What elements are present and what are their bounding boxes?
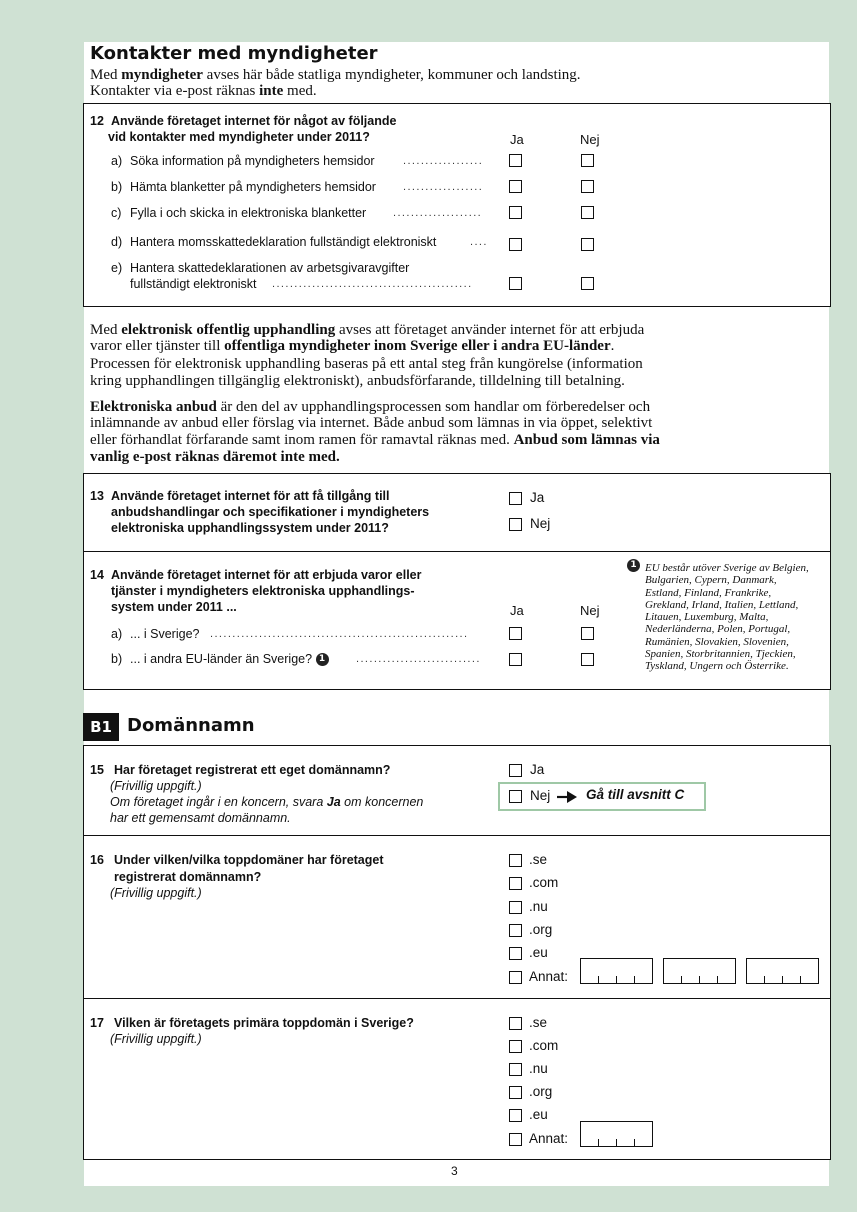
q12-c-letter: c) xyxy=(111,206,122,220)
q12-d-ja-checkbox[interactable] xyxy=(509,238,522,251)
q16-com-checkbox[interactable] xyxy=(509,877,522,890)
q17-org-label: .org xyxy=(529,1084,553,1099)
divider xyxy=(83,998,831,999)
q16-annat-input-1[interactable] xyxy=(580,958,653,984)
q15-note3: har ett gemensamt domännamn. xyxy=(110,811,291,825)
q14-number: 14 xyxy=(90,568,104,582)
q14-a-ja-checkbox[interactable] xyxy=(509,627,522,640)
q13-ja-checkbox[interactable] xyxy=(509,492,522,505)
page-margin-left xyxy=(0,0,84,1212)
eu-note-text: EU består utöver Sverige av Belgien, Bulgarien, Cypern, Danmark, Estland, Finland, Frankrike, Grekland, Irland, Italien, Lettland, Litauen, Luxemburg, Malta, Nederländerna, Polen, Portugal, Rumänien, Slovakien, Slovenien, Spanien, Storbritannien, Tjeckien, Tyskland, Ungern och Österrike. xyxy=(645,562,809,673)
q14-a-text: ... i Sverige? xyxy=(130,627,200,641)
para1-line1: Med elektronisk offentlig upphandling avses att företaget använder internet för att erbjuda xyxy=(90,322,645,338)
q12-col-nej: Nej xyxy=(580,132,600,147)
q15-number: 15 xyxy=(90,763,104,777)
q16-nu-label: .nu xyxy=(529,899,548,914)
para1-line3: Processen för elektronisk upphandling baseras på ett antal steg från kungörelse (information xyxy=(90,356,643,372)
q13-nej-label: Nej xyxy=(530,516,551,531)
section-b1-title: Domännamn xyxy=(127,715,255,736)
q16-se-label: .se xyxy=(529,852,548,867)
q16-org-checkbox[interactable] xyxy=(509,924,522,937)
q16-annat-input-2[interactable] xyxy=(663,958,736,984)
q16-com-label: .com xyxy=(529,875,559,890)
q17-annat-checkbox[interactable] xyxy=(509,1133,522,1146)
q13-nej-checkbox[interactable] xyxy=(509,518,522,531)
q12-d-nej-checkbox[interactable] xyxy=(581,238,594,251)
q12-b-ja-checkbox[interactable] xyxy=(509,180,522,193)
page-margin-bottom xyxy=(0,1186,857,1212)
q16-annat-checkbox[interactable] xyxy=(509,971,522,984)
q13-ja-label: Ja xyxy=(530,490,545,505)
q14-b-nej-checkbox[interactable] xyxy=(581,653,594,666)
q13-text-line3: elektroniska upphandlingssystem under 2011? xyxy=(111,521,389,535)
q16-text-line2: registrerat domännamn? xyxy=(114,870,262,884)
q14-b-text: ... i andra EU-länder än Sverige? 1 xyxy=(130,651,329,667)
q14-col-ja: Ja xyxy=(510,603,524,618)
q16-annat-input-3[interactable] xyxy=(746,958,819,984)
q17-number: 17 xyxy=(90,1016,104,1030)
q16-number: 16 xyxy=(90,853,104,867)
q14-b-ja-checkbox[interactable] xyxy=(509,653,522,666)
q12-a-nej-checkbox[interactable] xyxy=(581,154,594,167)
q17-org-checkbox[interactable] xyxy=(509,1086,522,1099)
q12-e-text-line2: fullständigt elektroniskt xyxy=(130,277,257,291)
q14-text-line2: tjänster i myndigheters elektroniska upphandlings- xyxy=(111,584,415,598)
q12-a-text: Söka information på myndigheters hemsidor xyxy=(130,154,375,168)
q16-nu-checkbox[interactable] xyxy=(509,901,522,914)
q15-note1: (Frivillig uppgift.) xyxy=(110,779,202,793)
q16-annat-label: Annat: xyxy=(529,969,569,984)
section-intro-line1: Med myndigheter avses här både statliga myndigheter, kommuner och landsting. xyxy=(90,67,581,83)
q16-org-label: .org xyxy=(529,922,553,937)
q17-eu-label: .eu xyxy=(529,1107,548,1122)
q17-se-checkbox[interactable] xyxy=(509,1017,522,1030)
leader-dots: .................. xyxy=(403,181,484,193)
footnote-1-icon: 1 xyxy=(627,559,640,572)
footnote-1-icon: 1 xyxy=(316,653,329,666)
q16-eu-label: .eu xyxy=(529,945,548,960)
q13-text-line1: Använde företaget internet för att få tillgång till xyxy=(111,489,390,503)
q12-e-nej-checkbox[interactable] xyxy=(581,277,594,290)
para2-line4: vanlig e-post räknas däremot inte med. xyxy=(90,449,340,465)
q17-eu-checkbox[interactable] xyxy=(509,1109,522,1122)
q15-text: Har företaget registrerat ett eget domännamn? xyxy=(114,763,391,777)
q12-number: 12 xyxy=(90,114,104,128)
divider xyxy=(83,551,831,552)
q12-c-nej-checkbox[interactable] xyxy=(581,206,594,219)
q16-se-checkbox[interactable] xyxy=(509,854,522,867)
q12-d-text: Hantera momsskattedeklaration fullständigt elektroniskt xyxy=(130,235,437,249)
q17-nu-checkbox[interactable] xyxy=(509,1063,522,1076)
section-badge: B1 xyxy=(83,713,119,741)
para2-line2: inlämnande av anbud eller förslag via internet. Både anbud som lämnas in via öppet, selektivt xyxy=(90,415,653,431)
q12-c-ja-checkbox[interactable] xyxy=(509,206,522,219)
q17-com-checkbox[interactable] xyxy=(509,1040,522,1053)
q14-a-nej-checkbox[interactable] xyxy=(581,627,594,640)
para2-line1: Elektroniska anbud är den del av upphandlingsprocessen som handlar om förberedelser och xyxy=(90,399,651,415)
page-margin-top xyxy=(0,0,857,42)
q17-annat-input[interactable] xyxy=(580,1121,653,1147)
q16-note: (Frivillig uppgift.) xyxy=(110,886,202,900)
divider xyxy=(83,835,831,836)
q16-eu-checkbox[interactable] xyxy=(509,947,522,960)
q14-text-line3: system under 2011 ... xyxy=(111,600,237,614)
q14-b-letter: b) xyxy=(111,652,123,666)
q12-e-letter: e) xyxy=(111,261,123,275)
q12-b-text: Hämta blanketter på myndigheters hemsidor xyxy=(130,180,376,194)
q12-col-ja: Ja xyxy=(510,132,524,147)
q17-se-label: .se xyxy=(529,1015,548,1030)
q17-text: Vilken är företagets primära toppdomän i Sverige? xyxy=(114,1016,414,1030)
q12-b-nej-checkbox[interactable] xyxy=(581,180,594,193)
q12-e-ja-checkbox[interactable] xyxy=(509,277,522,290)
leader-dots: .......................................................... xyxy=(210,628,469,640)
q12-c-text: Fylla i och skicka in elektroniska blanketter xyxy=(130,206,367,220)
q12-a-ja-checkbox[interactable] xyxy=(509,154,522,167)
para1-line4: kring upphandlingen tillgänglig elektroniskt), anbudsförfarande, tilldelning till betalning. xyxy=(90,373,625,389)
leader-dots: .................... xyxy=(393,207,483,219)
q14-col-nej: Nej xyxy=(580,603,600,618)
q14-text-line1: Använde företaget internet för att erbjuda varor eller xyxy=(111,568,422,582)
leader-dots: ............................ xyxy=(356,653,481,665)
q12-b-letter: b) xyxy=(111,180,123,194)
q12-d-letter: d) xyxy=(111,235,123,249)
q12-e-text: Hantera skattedeklarationen av arbetsgivaravgifter xyxy=(130,261,410,275)
q13-text-line2: anbudshandlingar och specifikationer i myndigheters xyxy=(111,505,430,519)
arrow-right-icon xyxy=(556,789,578,805)
section-intro-line2: Kontakter via e-post räknas inte med. xyxy=(90,83,317,99)
q14-a-letter: a) xyxy=(111,627,123,641)
para2-line3: eller förhandlat förfarande samt inom ramen för ramavtal räknas med. Anbud som lämnas via xyxy=(90,432,660,448)
q17-com-label: .com xyxy=(529,1038,559,1053)
leader-dots: .... xyxy=(470,236,488,248)
para1-line2: varor eller tjänster till offentliga myndigheter inom Sverige eller i andra EU-länder. xyxy=(90,338,615,354)
leader-dots: .................. xyxy=(403,155,484,167)
q17-note: (Frivillig uppgift.) xyxy=(110,1032,202,1046)
q15-nej-label: Nej xyxy=(530,788,551,803)
section-title: Kontakter med myndigheter xyxy=(90,43,378,64)
q15-ja-label: Ja xyxy=(530,762,545,777)
q15-nej-checkbox[interactable] xyxy=(509,790,522,803)
q16-text-line1: Under vilken/vilka toppdomäner har företaget xyxy=(114,853,384,867)
q13-number: 13 xyxy=(90,489,104,503)
leader-dots: ............................................. xyxy=(272,278,473,290)
page-number: 3 xyxy=(451,1164,458,1178)
q12-text-line2: vid kontakter med myndigheter under 2011? xyxy=(108,130,370,144)
q17-annat-label: Annat: xyxy=(529,1131,569,1146)
q17-nu-label: .nu xyxy=(529,1061,548,1076)
q12-a-letter: a) xyxy=(111,154,123,168)
q15-note2: Om företaget ingår i en koncern, svara Ja om koncernen xyxy=(110,795,424,809)
q15-ja-checkbox[interactable] xyxy=(509,764,522,777)
goto-section-c-link[interactable]: Gå till avsnitt C xyxy=(586,787,685,802)
q12-text-line1: Använde företaget internet för något av följande xyxy=(111,114,397,128)
